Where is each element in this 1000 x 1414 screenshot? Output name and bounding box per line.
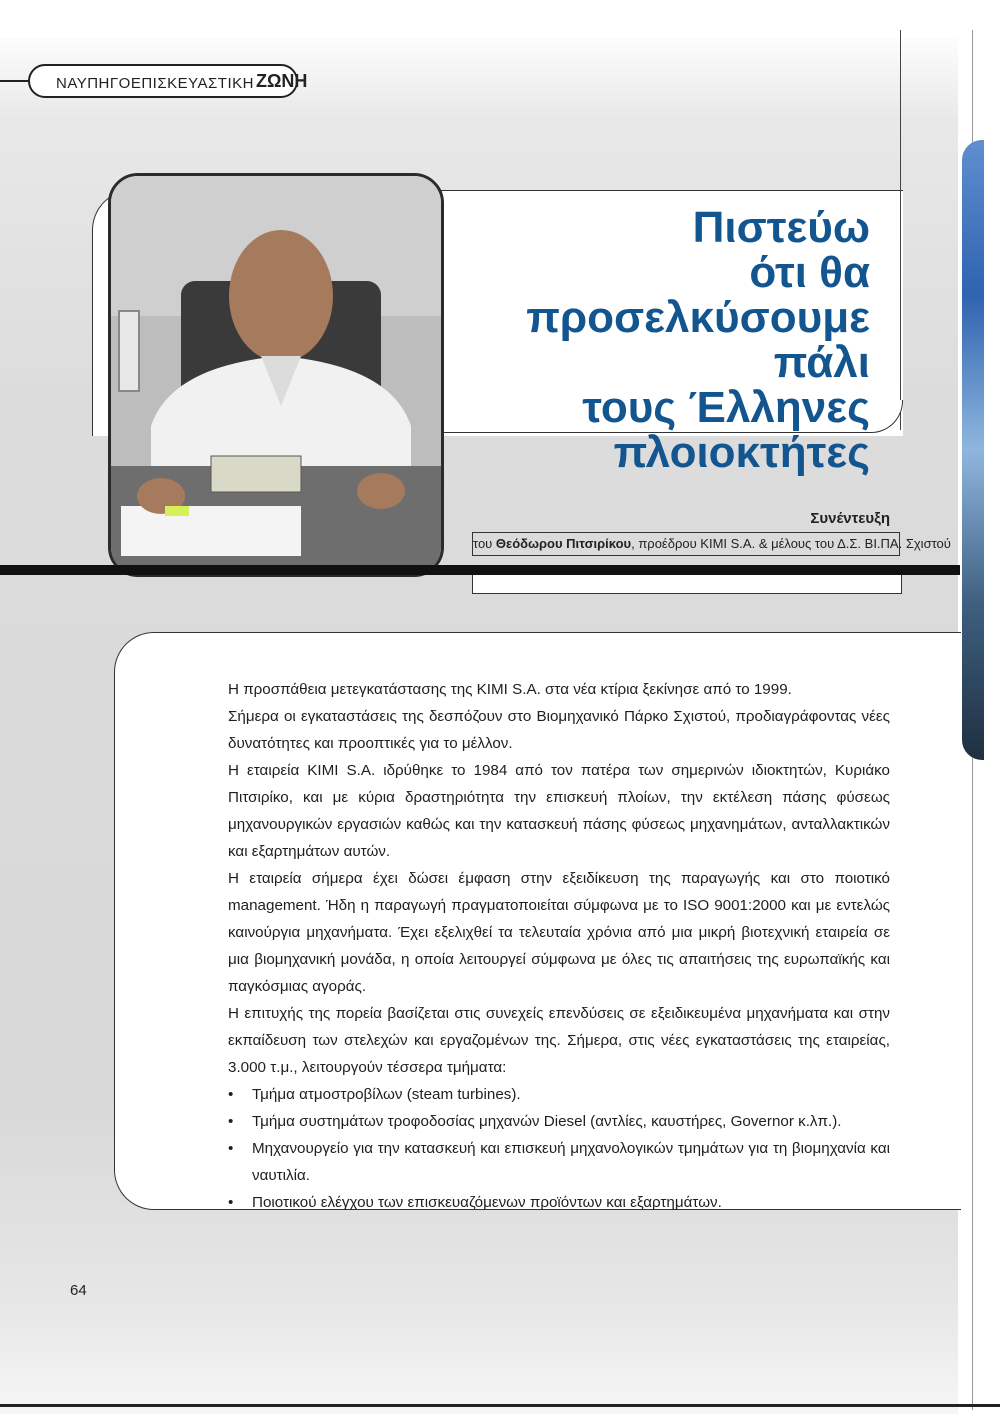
article-body bbox=[228, 676, 890, 1216]
paragraph: Η επιτυχής της πορεία βασίζεται στις συνεχείς επενδύσεις σε εξειδικευμένα μηχανήματα και στην εκπαίδευση των στελεχών και εργαζομένων της. Σήμερα, στις νέες εγκαταστάσεις της εταιρείας, 3.000 τ.μ., λειτουργούν τέσσερα τμήματα: bbox=[228, 1005, 890, 1076]
bottom-rule bbox=[0, 1404, 1000, 1407]
title-line: ότι θα bbox=[749, 248, 870, 297]
list-item: • Τμήμα συστημάτων τροφοδοσίας μηχανών Diesel (αντλίες, καυστήρες, Governor κ.λπ.). bbox=[228, 1108, 890, 1135]
interview-byline bbox=[472, 532, 951, 556]
byline-prefix: του bbox=[473, 536, 493, 551]
department-list bbox=[228, 1081, 890, 1216]
byline-box-lower bbox=[472, 575, 902, 594]
byline-suffix: , προέδρου KIMI S.A. & μέλους του Δ.Σ. ΒΙ.ΠΑ. Σχιστού bbox=[631, 536, 951, 551]
list-item: • Τμήμα ατμοστροβίλων (steam turbines). bbox=[228, 1081, 890, 1108]
paragraph: Η εταιρεία KIMI S.A. ιδρύθηκε το 1984 από τον πατέρα των σημερινών ιδιοκτητών, Κυριάκο Πιτσιρίκο, και με κύρια δραστηριότητα την επισκευή πλοίων, την εκτέλεση πάσης φύσεως μηχανουργικών εργασιών καθώς και την κατασκευή πάσης φύσεως μηχανημάτων, ανταλλακτικών και εξαρτημάτων αυτών. bbox=[228, 762, 890, 860]
paragraph: Σήμερα οι εγκαταστάσεις της δεσπόζουν στο Βιομηχανικό Πάρκο Σχιστού, προδιαγράφοντας νέες δυνατότητες και προοπτικές για το μέλλον. bbox=[228, 708, 890, 752]
adjacent-page-photo-strip bbox=[962, 140, 984, 760]
list-item: • Μηχανουργείο για την κατασκευή και επισκευή μηχανολογικών τμημάτων για τη βιομηχανία και ναυτιλία. bbox=[228, 1135, 890, 1189]
header-panel-right-border bbox=[900, 30, 901, 430]
divider-bar bbox=[0, 565, 960, 575]
title-line: πλοιοκτήτες bbox=[613, 428, 870, 477]
paragraph: Η προσπάθεια μετεγκατάστασης της KIMI S.A. στα νέα κτίρια ξεκίνησε από το 1999. bbox=[228, 681, 792, 698]
portrait-photo bbox=[108, 173, 444, 577]
title-line: Πιστεύω bbox=[692, 203, 870, 252]
byline-name: Θεόδωρου Πιτσιρίκου bbox=[495, 536, 632, 551]
title-line: τους Έλληνες bbox=[582, 383, 870, 432]
section-tag-prefix: ΝΑΥΠΗΓΟΕΠΙΣΚΕΥΑΣΤΙΚΗ bbox=[56, 75, 254, 92]
interview-label: Συνέντευξη bbox=[810, 510, 890, 527]
section-tag-suffix: ΖΩΝΗ bbox=[255, 71, 308, 91]
section-tag bbox=[28, 64, 308, 98]
paragraph: Η εταιρεία σήμερα έχει δώσει έμφαση στην εξειδίκευση της παραγωγής και στο ποιοτικό management. Ήδη η παραγωγή πραγματοποιείται σύμφωνα με το ISO 9001:2000 και με εντελώς καινούργια μηχανήματα. Έχει εξελιχθεί τα τελευταία χρόνια από μια μικρή βιοτεχνική εταιρεία σε μια βιομηχανική μονάδα, η οποία λειτουργεί σύμφωνα με όλες τις απαιτήσεις της ευρωπαϊκής και παγκόσμιας αγοράς. bbox=[228, 870, 890, 995]
article-title bbox=[440, 205, 870, 475]
title-line: προσελκύσουμε πάλι bbox=[526, 293, 870, 387]
portrait-illustration bbox=[111, 176, 441, 574]
page-number: 64 bbox=[70, 1282, 87, 1299]
top-margin bbox=[0, 0, 1000, 38]
list-item: • Ποιοτικού ελέγχου των επισκευαζόμενων προϊόντων και εξαρτημάτων. bbox=[228, 1189, 890, 1216]
